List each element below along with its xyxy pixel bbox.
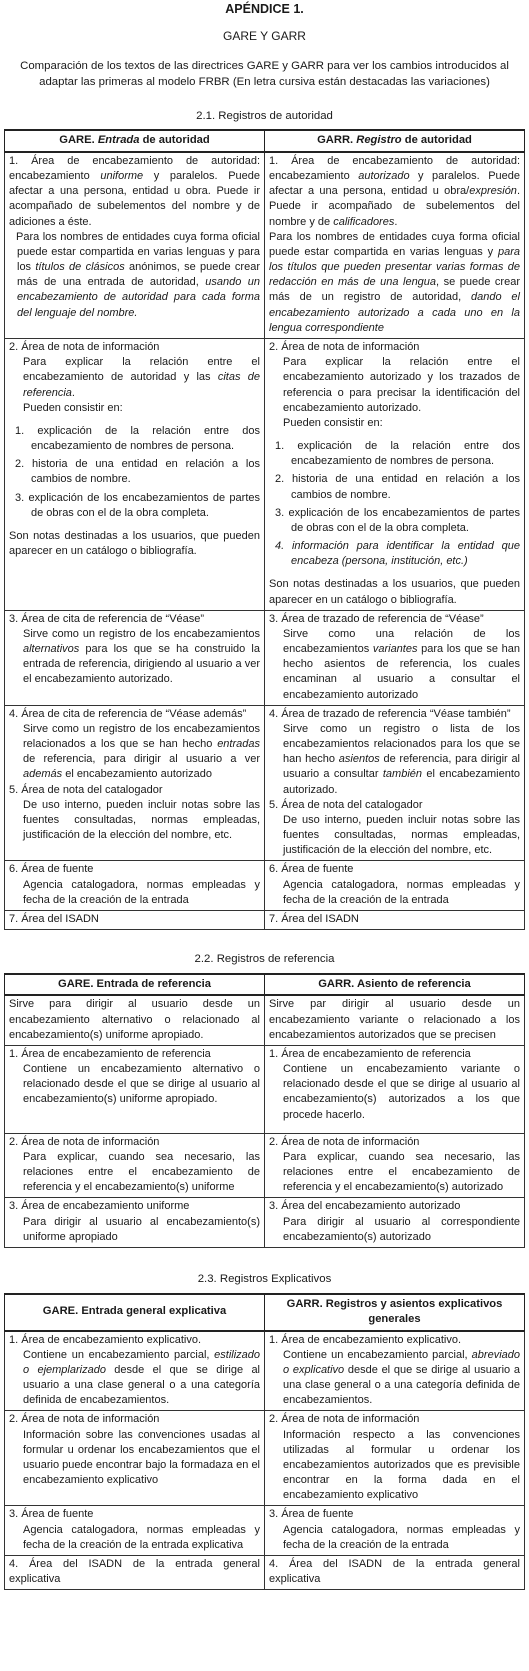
intro-text: Comparación de los textos de las directrices GARE y GARR para ver los cambios introducidos al adaptar las primeras al modelo FRBR (En letra cursiva están destacadas las variaciones) (20, 59, 509, 88)
gare-cell: 1. Área de encabezamiento explicativo. Contiene un encabezamiento parcial, estilizado o ejemplarizado desde el que se dirige al usuario a una clase general o a una categoría definida de encabezamientos. (5, 1331, 265, 1411)
table-header-row (5, 974, 525, 995)
gare-cell: 4. Área de cita de referencia de “Véase además” Sirve como un registro de los encabezamientos relacionados a los que se han hecho entradas de referencia, para dirigir al usuario a ver además el encabezamiento autorizado 5. Área de nota del catalogador De uso interno, pueden incluir notas sobre las fuentes consultadas, normas empleadas, justificación de la elección del nombre, etc. (5, 705, 265, 861)
garr-cell: 4. Área de trazado de referencia “Véase también” Sirve como un registro o lista de los encabezamientos relacionados para los que se han hecho asientos de referencia, para dirigir al usuario a consultar también el encabezamiento autorizado. 5. Área de nota del catalogador De uso interno, pueden incluir notas sobre las fuentes consultadas, normas empleadas, justificación de la elección del nombre, etc. (265, 705, 525, 861)
appendix-title: APÉNDICE 1. (225, 2, 304, 16)
garr-cell: 1. Área de encabezamiento explicativo. Contiene un encabezamiento parcial, abreviado o explicativo desde el que se dirige al usuario a una clase general o a una categoría definida de encabezamientos. (265, 1331, 525, 1411)
garr-cell: 2. Área de nota de información Para explicar la relación entre el encabezamiento autorizado y los trazados de referencia o para precisar la identificación del encabezamiento autorizado. Pueden consistir en: 1. explicación de la relación entre dos encabezamiento de nombres de persona. 2. historia de una entidad en relación a los cambios de nombre. 3. explicación de los encabezamientos de partes de obras con el de la obra completa. 4. información para identificar la entidad que encabeza (persona, institución, etc.) Son notas destinadas a los usuarios, que pueden aparecer en un catálogo o bibliografía. (265, 338, 525, 610)
table-row (5, 1506, 525, 1556)
table-row (5, 1198, 525, 1248)
garr-cell: 4. Área del ISADN de la entrada general explicativa (265, 1555, 525, 1589)
gare-cell: 2. Área de nota de información Para explicar, cuando sea necesario, las relaciones entre el encabezamiento de referencia y el encabezamiento(s) uniforme (5, 1133, 265, 1198)
authority-comparison-table (4, 129, 525, 930)
table-row (5, 1555, 525, 1589)
garr-cell: 3. Área del encabezamiento autorizado Para dirigir al usuario al correspondiente encabezamiento(s) autorizado (265, 1198, 525, 1248)
column-header-garr: GARR. Registro de autoridad (265, 130, 525, 151)
column-header-gare: GARE. Entrada de referencia (5, 974, 265, 995)
gare-cell: 2. Área de nota de información Información sobre las convenciones usadas al formular u ordenar los encabezamientos que el usuario puede encontrar bajo la formadaza en el encabezamiento explicativo (5, 1411, 265, 1506)
reference-comparison-table (4, 973, 525, 1248)
garr-cell: Sirve par dirigir al usuario desde un encabezamiento variante o relacionado a los encabezamientos autorizados que se precisen (265, 995, 525, 1045)
table-row (5, 1331, 525, 1411)
section-title: 2.1. Registros de autoridad (196, 109, 333, 122)
garr-cell: 2. Área de nota de información Para explicar, cuando sea necesario, las relaciones entre el encabezamiento de referencia y el encabezamiento(s) autorizado (265, 1133, 525, 1198)
section-explanatory-records (4, 1272, 525, 1590)
section-title: 2.3. Registros Explicativos (197, 1272, 332, 1285)
table-row (5, 1411, 525, 1506)
gare-cell: 7. Área del ISADN (5, 911, 265, 930)
table-row (5, 861, 525, 911)
gare-cell: 1. Área de encabezamiento de referencia Contiene un encabezamiento alternativo o relacionado desde el que se dirige al usuario al encabezamiento(s) uniforme apropiado. (5, 1045, 265, 1133)
column-header-gare: GARE. Entrada de autoridad (5, 130, 265, 151)
garr-cell: 2. Área de nota de información Información respecto a las convenciones utilizadas al formular u ordenar los encabezamientos autorizados que es previsible encontrar en la forma dada en el encabezamiento explicativo (265, 1411, 525, 1506)
section-title: 2.2. Registros de referencia (194, 953, 335, 966)
table-row (5, 995, 525, 1045)
gare-cell: 1. Área de encabezamiento de autoridad: encabezamiento uniforme y paralelos. Puede afectar a una persona, entidad u obra. Puede ir acompañado de subelementos del nombre y de adiciones a éste. Para los nombres de entidades cuya forma oficial puede estar compartida en varias lenguas y para los títulos de clásicos anónimos, se puede crear más de una entrada de autoridad, usando un encabezamiento de autoridad para cada forma del lenguaje del nombre. (5, 152, 265, 339)
gare-cell: 3. Área de cita de referencia de “Véase” Sirve como un registro de los encabezamientos alternativos para los que se ha construido la entrada de referencia, dirigiendo al usuario a ver el encabezamiento autorizado. (5, 610, 265, 705)
table-row (5, 610, 525, 705)
gare-cell: 2. Área de nota de información Para explicar la relación entre el encabezamiento de autoridad y las citas de referencia. Pueden consistir en: 1. explicación de la relación entre dos encabezamiento de nombres de persona. 2. historia de una entidad en relación a los cambios de nombre. 3. explicación de los encabezamientos de partes de obras con el de la obra completa. Son notas destinadas a los usuarios, que pueden aparecer en un catálogo o bibliografía. (5, 338, 265, 610)
table-row (5, 338, 525, 610)
table-row (5, 705, 525, 861)
table-row (5, 152, 525, 339)
table-row (5, 911, 525, 930)
table-row (5, 1045, 525, 1133)
column-header-gare: GARE. Entrada general explicativa (5, 1294, 265, 1331)
table-header-row (5, 130, 525, 151)
garr-cell: 1. Área de encabezamiento de autoridad: encabezamiento autorizado y paralelos. Puede afectar a una persona, entidad u obra/expresión. Puede ir acompañado de subelementos del nombre y de calificadores. Para los nombres de entidades cuya forma oficial puede estar compartida en varias lenguas y para los títulos que pueden presentar varias formas de redacción en más de una lengua, se puede crear más de un registro de autoridad, dando el encabezamiento autorizado a cada uno en la lengua correspondiente (265, 152, 525, 339)
garr-cell: 6. Área de fuente Agencia catalogadora, normas empleadas y fecha de la creación de la entrada (265, 861, 525, 911)
section-reference-records (4, 952, 525, 1248)
section-authority-records (4, 109, 525, 930)
appendix-subtitle: GARE Y GARR (223, 29, 306, 44)
gare-cell: 3. Área de fuente Agencia catalogadora, normas empleadas y fecha de la creación de la entrada explicativa (5, 1506, 265, 1556)
explanatory-comparison-table (4, 1293, 525, 1591)
table-header-row (5, 1294, 525, 1331)
page (0, 1, 529, 1590)
gare-cell: Sirve para dirigir al usuario desde un encabezamiento alternativo o relacionado al encabezamiento(s) uniforme apropiado. (5, 995, 265, 1045)
garr-cell: 3. Área de trazado de referencia de “Véase” Sirve como una relación de los encabezamientos variantes para los que se han hecho asientos de referencia, los cuales encaminan al usuario a consultar el encabezamiento autorizado (265, 610, 525, 705)
garr-cell: 1. Área de encabezamiento de referencia Contiene un encabezamiento variante o relacionado desde el que se dirige al usuario al encabezamiento(s) autorizados a los que procede hacerlo. (265, 1045, 525, 1133)
garr-cell: 7. Área del ISADN (265, 911, 525, 930)
garr-cell: 3. Área de fuente Agencia catalogadora, normas empleadas y fecha de la creación de la entrada (265, 1506, 525, 1556)
column-header-garr: GARR. Asiento de referencia (265, 974, 525, 995)
table-row (5, 1133, 525, 1198)
column-header-garr: GARR. Registros y asientos explicativos generales (265, 1294, 525, 1331)
gare-cell: 3. Área de encabezamiento uniforme Para dirigir al usuario al encabezamiento(s) uniforme apropiado (5, 1198, 265, 1248)
gare-cell: 6. Área de fuente Agencia catalogadora, normas empleadas y fecha de la creación de la entrada (5, 861, 265, 911)
gare-cell: 4. Área del ISADN de la entrada general explicativa (5, 1555, 265, 1589)
